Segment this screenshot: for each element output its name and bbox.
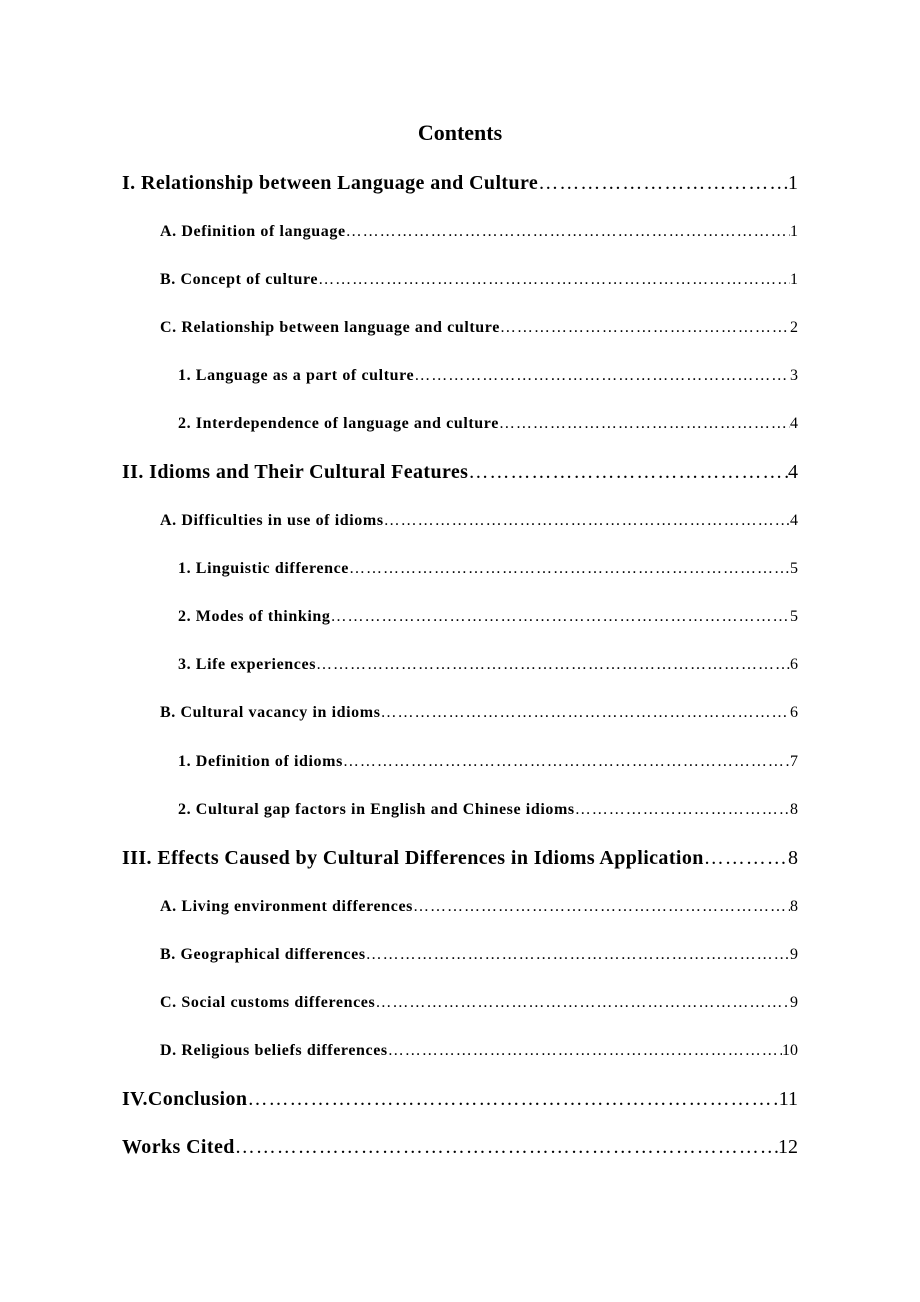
toc-entry-section-i-c[interactable] <box>160 315 798 341</box>
toc-dot-leader <box>499 411 790 437</box>
toc-entry-section-ii-a-3[interactable] <box>178 652 798 678</box>
toc-page-number: 3 <box>790 367 798 384</box>
toc-dot-leader <box>366 942 790 968</box>
toc-entry-label: 1. Language as a part of culture <box>178 367 415 384</box>
toc-dot-leader <box>384 508 790 534</box>
page-title: Contents <box>417 120 503 145</box>
toc-page-number: 1 <box>788 172 798 194</box>
toc-page-number: 1 <box>790 271 798 288</box>
toc-page-number: 6 <box>790 656 798 673</box>
toc-entry-label: II. Idioms and Their Cultural Features <box>122 461 469 483</box>
toc-entry-label: 3. Life experiences <box>178 656 317 673</box>
toc-page-number: 8 <box>790 898 798 915</box>
toc-dot-leader <box>343 749 790 775</box>
toc-page-number: 9 <box>790 994 798 1011</box>
toc-page-number: 5 <box>790 608 798 625</box>
toc-entry-label: B. Geographical differences <box>160 946 366 963</box>
toc-dot-leader <box>704 845 788 871</box>
toc-entry-label: I. Relationship between Language and Culture <box>122 172 539 194</box>
toc-entry-label: 1. Linguistic difference <box>178 560 349 577</box>
toc-entry-section-i-c-2[interactable] <box>178 411 798 437</box>
toc-dot-leader <box>538 170 788 196</box>
toc-entry-section-iii-b[interactable] <box>160 942 798 968</box>
toc-entry-section-i-c-1[interactable] <box>178 363 798 389</box>
toc-page-number: 8 <box>788 847 798 869</box>
toc-entry-label: III. Effects Caused by Cultural Differences in Idioms Application <box>122 847 704 869</box>
toc-entry-label: A. Living environment differences <box>160 898 413 915</box>
toc-dot-leader <box>346 219 790 245</box>
toc-dot-leader <box>388 1038 782 1064</box>
toc-entry-label: 2. Modes of thinking <box>178 608 331 625</box>
toc-dot-leader <box>468 459 788 485</box>
toc-dot-leader <box>235 1134 778 1160</box>
toc-dot-leader <box>500 315 790 341</box>
toc-page-number: 12 <box>778 1136 798 1158</box>
toc-page-number: 11 <box>778 1088 798 1110</box>
toc-entry-section-ii[interactable] <box>122 459 798 485</box>
toc-entry-section-iii-d[interactable] <box>160 1038 798 1064</box>
toc-dot-leader <box>414 363 790 389</box>
toc-entry-works-cited[interactable] <box>122 1134 798 1160</box>
toc-entry-label: B. Concept of culture <box>160 271 319 288</box>
toc-entry-section-i-a[interactable] <box>160 219 798 245</box>
toc-entry-label: C. Social customs differences <box>160 994 376 1011</box>
toc-entry-section-iii-a[interactable] <box>160 894 798 920</box>
toc-page-number: 6 <box>790 704 798 721</box>
toc-page-number: 7 <box>790 753 798 770</box>
toc-entry-section-ii-b-2[interactable] <box>178 797 798 823</box>
toc-entry-section-ii-b-1[interactable] <box>178 749 798 775</box>
toc-dot-leader <box>316 652 790 678</box>
toc-entry-label: D. Religious beliefs differences <box>160 1042 388 1059</box>
toc-entry-section-i-b[interactable] <box>160 267 798 293</box>
toc-dot-leader <box>381 700 790 726</box>
toc-entry-label: B. Cultural vacancy in idioms <box>160 704 381 721</box>
toc-page-number: 2 <box>790 319 798 336</box>
toc-entry-label: C. Relationship between language and culture <box>160 319 500 336</box>
toc-page-number: 9 <box>790 946 798 963</box>
toc-dot-leader <box>575 797 790 823</box>
toc-page-number: 4 <box>790 512 798 529</box>
toc-entry-label: 1. Definition of idioms <box>178 753 343 770</box>
toc-dot-leader <box>318 267 790 293</box>
toc-entry-section-i[interactable] <box>122 170 798 196</box>
toc-entry-label: 2. Interdependence of language and culture <box>178 415 499 432</box>
toc-dot-leader <box>349 556 790 582</box>
toc-dot-leader <box>375 990 790 1016</box>
toc-entry-label: A. Difficulties in use of idioms <box>160 512 384 529</box>
toc-page-number: 4 <box>790 415 798 432</box>
toc-entry-label: Works Cited <box>122 1136 235 1158</box>
toc-dot-leader <box>247 1086 778 1112</box>
toc-entry-section-ii-b[interactable] <box>160 700 798 726</box>
toc-dot-leader <box>330 604 790 630</box>
toc-page-number: 1 <box>790 223 798 240</box>
toc-page-number: 10 <box>782 1042 798 1059</box>
toc-entry-label: 2. Cultural gap factors in English and Chinese idioms <box>178 801 575 818</box>
toc-entry-section-ii-a-1[interactable] <box>178 556 798 582</box>
toc-entry-label: IV.Conclusion <box>122 1088 248 1110</box>
toc-entry-section-ii-a[interactable] <box>160 508 798 534</box>
toc-page-number: 8 <box>790 801 798 818</box>
toc-entry-section-iii[interactable] <box>122 845 798 871</box>
toc-entry-section-ii-a-2[interactable] <box>178 604 798 630</box>
toc-entry-label: A. Definition of language <box>160 223 346 240</box>
toc-entry-section-iv[interactable] <box>122 1086 798 1112</box>
toc-dot-leader <box>413 894 790 920</box>
toc-page-number: 4 <box>788 461 798 483</box>
toc-entry-section-iii-c[interactable] <box>160 990 798 1016</box>
toc-page-number: 5 <box>790 560 798 577</box>
